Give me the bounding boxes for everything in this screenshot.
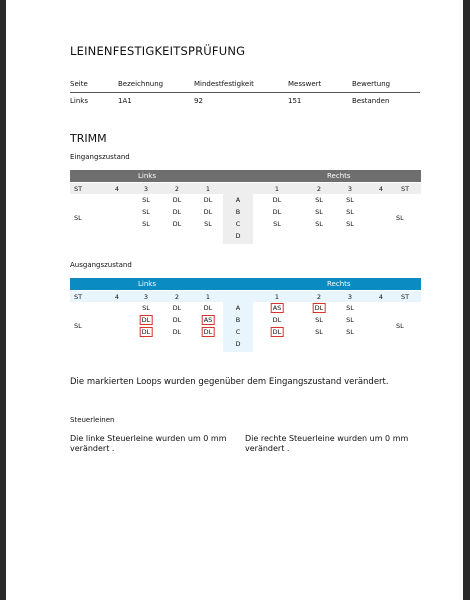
loop-cell — [273, 208, 282, 216]
loop-value: SL — [315, 316, 323, 324]
changed-loop-marker: DL — [314, 304, 324, 312]
loop-value: DL — [172, 316, 182, 324]
cell-bewertung: Bestanden — [352, 97, 390, 105]
header-cell: 4 — [378, 293, 384, 301]
loop-cell — [315, 316, 323, 324]
loop-cell — [173, 328, 182, 336]
loop-cell — [346, 316, 354, 324]
ausgang-label: Ausgangszustand — [70, 261, 132, 269]
loop-value: A — [235, 304, 241, 312]
header-cell: 1 — [205, 293, 211, 301]
header-cell: ST — [401, 293, 410, 301]
loop-value: SL — [346, 328, 354, 336]
loop-cell — [273, 220, 281, 228]
loop-cell — [315, 196, 323, 204]
trimm-heading: TRIMM — [70, 132, 107, 145]
header-cell: 1 — [274, 293, 280, 301]
loop-value: D — [235, 232, 241, 240]
header-cell: 4 — [378, 185, 384, 193]
loop-value: SL — [315, 328, 323, 336]
changed-loop-marker: DL — [272, 328, 282, 336]
loop-value: C — [235, 328, 241, 336]
header-cell: 3 — [347, 293, 353, 301]
cell-bezeichnung: 1A1 — [118, 97, 132, 105]
header-cell: 1 — [205, 185, 211, 193]
changed-loop-marker: DL — [141, 316, 151, 324]
loop-value: DL — [172, 208, 182, 216]
header-cell: 3 — [143, 185, 149, 193]
loop-value: B — [235, 316, 241, 324]
header-cell: ST — [74, 185, 83, 193]
loop-value: DL — [172, 304, 182, 312]
loop-value: DL — [272, 316, 282, 324]
changed-loop-marker: DL — [203, 328, 213, 336]
loop-value: SL — [346, 304, 354, 312]
loop-cell — [346, 196, 354, 204]
loop-cell — [142, 208, 150, 216]
loop-cell — [140, 328, 153, 336]
loop-cell — [204, 208, 213, 216]
loop-cell — [140, 316, 153, 324]
loop-cell — [346, 328, 354, 336]
header-cell: ST — [74, 293, 83, 301]
loop-value: B — [235, 208, 241, 216]
ausgang-header-row — [70, 291, 421, 302]
changed-loop-marker: AS — [272, 304, 282, 312]
header-cell: 2 — [174, 293, 180, 301]
loop-cell — [271, 328, 284, 336]
ausgang-links-label: Links — [138, 280, 156, 288]
header-cell: 2 — [316, 293, 322, 301]
loop-cell — [173, 316, 182, 324]
loop-cell — [315, 220, 323, 228]
level-letter — [236, 316, 240, 324]
loop-value: DL — [203, 208, 213, 216]
header-mindestfestigkeit: Mindestfestigkeit — [194, 80, 254, 88]
header-cell: ST — [401, 185, 410, 193]
document-page — [6, 0, 463, 600]
loop-value: SL — [142, 196, 150, 204]
st-left-value: SL — [74, 214, 82, 222]
loop-value: SL — [273, 220, 281, 228]
header-seite: Seite — [70, 80, 88, 88]
loop-cell — [142, 196, 150, 204]
level-letter — [236, 196, 240, 204]
level-letter — [235, 232, 240, 240]
steuerleine-right-text: Die rechte Steuerleine wurden um 0 mm verändert . — [245, 434, 409, 453]
loop-value: SL — [346, 316, 354, 324]
loop-cell — [202, 316, 215, 324]
loop-cell — [204, 220, 212, 228]
level-letter — [236, 304, 240, 312]
loop-value: DL — [172, 196, 182, 204]
steuerleinen-heading: Steuerleinen — [70, 416, 115, 424]
loop-value: SL — [204, 220, 212, 228]
loop-cell — [315, 208, 323, 216]
loop-value: D — [235, 340, 241, 348]
loop-value: SL — [142, 304, 150, 312]
header-messwert: Messwert — [288, 80, 322, 88]
change-note: Die markierten Loops wurden gegenüber dem Eingangszustand verändert. — [70, 377, 389, 387]
changed-loop-marker: DL — [141, 328, 151, 336]
loop-value: SL — [346, 196, 354, 204]
loop-value: SL — [315, 220, 323, 228]
loop-cell — [273, 316, 282, 324]
header-cell: 4 — [114, 185, 120, 193]
header-cell: 1 — [274, 185, 280, 193]
loop-cell — [271, 304, 284, 312]
loop-cell — [173, 208, 182, 216]
changed-loop-marker: AS — [203, 316, 213, 324]
eingang-band — [70, 170, 421, 182]
eingang-label: Eingangszustand — [70, 153, 130, 161]
loop-cell — [142, 220, 150, 228]
loop-cell — [173, 196, 182, 204]
loop-value: DL — [203, 304, 213, 312]
line-strength-table — [70, 76, 420, 109]
loop-cell — [173, 304, 182, 312]
ausgang-grid — [70, 302, 421, 354]
header-cell: 3 — [143, 293, 149, 301]
header-cell: 2 — [174, 185, 180, 193]
cell-messwert: 151 — [288, 97, 302, 105]
header-cell: 2 — [316, 185, 322, 193]
eingang-links-label: Links — [138, 172, 156, 180]
loop-cell — [346, 220, 354, 228]
loop-value: SL — [346, 220, 354, 228]
eingang-header-row — [70, 183, 421, 194]
header-cell: 3 — [347, 185, 353, 193]
loop-value: SL — [315, 196, 323, 204]
cell-mindestfestigkeit: 92 — [194, 97, 203, 105]
loop-value: DL — [172, 328, 182, 336]
loop-cell — [202, 328, 215, 336]
loop-cell — [204, 304, 213, 312]
loop-cell — [313, 304, 326, 312]
loop-cell — [173, 220, 182, 228]
ausgang-rechts-label: Rechts — [327, 280, 351, 288]
loop-cell — [204, 196, 213, 204]
page-title: LEINENFESTIGKEITSPRÜFUNG — [70, 44, 246, 58]
loop-value: C — [235, 220, 241, 228]
eingang-grid — [70, 194, 421, 246]
loop-value: SL — [315, 208, 323, 216]
loop-cell — [142, 304, 150, 312]
loop-cell — [346, 208, 354, 216]
header-bezeichnung: Bezeichnung — [118, 80, 164, 88]
loop-value: SL — [142, 208, 150, 216]
loop-value: DL — [272, 196, 282, 204]
st-right-value: SL — [396, 322, 404, 330]
loop-value: SL — [346, 208, 354, 216]
st-left-value: SL — [74, 322, 82, 330]
loop-cell — [315, 328, 323, 336]
header-bewertung: Bewertung — [352, 80, 391, 88]
loop-value: A — [235, 196, 241, 204]
table-row — [70, 93, 420, 109]
level-letter — [236, 328, 241, 336]
st-right-value: SL — [396, 214, 404, 222]
loop-value: DL — [172, 220, 182, 228]
loop-cell — [346, 304, 354, 312]
loop-value: DL — [203, 196, 213, 204]
eingang-rechts-label: Rechts — [327, 172, 351, 180]
cell-seite: Links — [70, 97, 88, 105]
loop-value: DL — [272, 208, 282, 216]
level-letter — [236, 208, 240, 216]
steuerleine-left-text: Die linke Steuerleine wurden um 0 mm verändert . — [70, 434, 227, 453]
header-cell: 4 — [114, 293, 120, 301]
level-letter — [236, 220, 241, 228]
loop-cell — [273, 196, 282, 204]
loop-value: SL — [142, 220, 150, 228]
level-letter — [235, 340, 240, 348]
ausgang-band — [70, 278, 421, 290]
table-header-row — [70, 76, 420, 93]
